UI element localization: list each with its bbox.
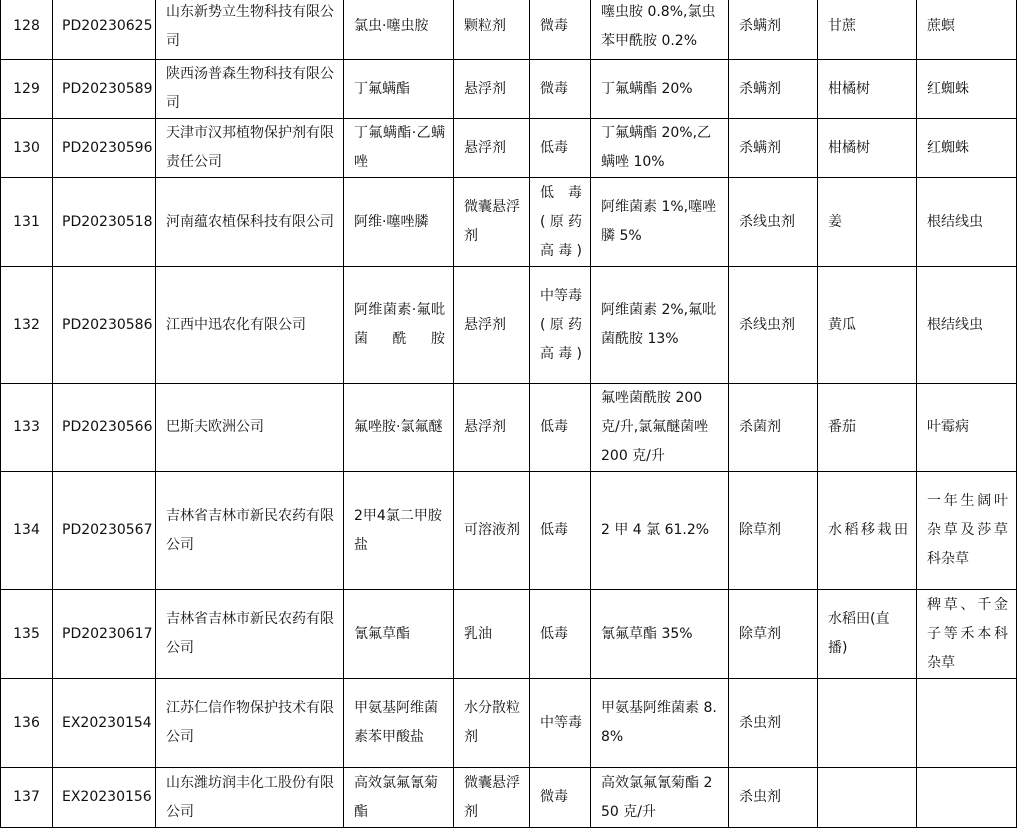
registration-number: EX20230156 <box>53 768 156 828</box>
product-name: 丁氟螨酯·乙螨唑 <box>344 119 454 178</box>
crop: 柑橘树 <box>818 119 917 178</box>
pesticide-type: 杀线虫剂 <box>729 178 818 267</box>
active-ingredient-content: 2 甲 4 氯 61.2% <box>591 472 729 590</box>
toxicity: 中等毒(原药高毒) <box>530 267 591 384</box>
registration-number: PD20230567 <box>53 472 156 590</box>
formulation: 水分散粒剂 <box>454 679 530 768</box>
control-target: 稗草、千金子等禾本科杂草 <box>917 590 1017 679</box>
pesticide-type: 除草剂 <box>729 472 818 590</box>
active-ingredient-content: 高效氯氟氰菊酯 250 克/升 <box>591 768 729 828</box>
toxicity: 微毒 <box>530 768 591 828</box>
pesticide-type: 杀虫剂 <box>729 768 818 828</box>
row-number: 129 <box>1 60 53 119</box>
product-name: 阿维·噻唑膦 <box>344 178 454 267</box>
toxicity: 低毒 <box>530 119 591 178</box>
product-name: 氯虫·噻虫胺 <box>344 0 454 60</box>
formulation: 微囊悬浮剂 <box>454 768 530 828</box>
product-name: 丁氟螨酯 <box>344 60 454 119</box>
toxicity: 低毒 <box>530 384 591 472</box>
company-name: 吉林省吉林市新民农药有限公司 <box>156 472 344 590</box>
formulation: 微囊悬浮剂 <box>454 178 530 267</box>
product-name: 氟唑胺·氯氟醚 <box>344 384 454 472</box>
control-target: 红蜘蛛 <box>917 60 1017 119</box>
active-ingredient-content: 甲氨基阿维菌素 8.8% <box>591 679 729 768</box>
row-number: 135 <box>1 590 53 679</box>
formulation: 可溶液剂 <box>454 472 530 590</box>
control-target: 红蜘蛛 <box>917 119 1017 178</box>
crop <box>818 679 917 768</box>
company-name: 陕西汤普森生物科技有限公司 <box>156 60 344 119</box>
pesticide-type: 杀菌剂 <box>729 384 818 472</box>
formulation: 悬浮剂 <box>454 267 530 384</box>
registration-number: PD20230586 <box>53 267 156 384</box>
crop: 水稻移栽田 <box>818 472 917 590</box>
pesticide-type: 杀线虫剂 <box>729 267 818 384</box>
registration-number: PD20230589 <box>53 60 156 119</box>
table-row <box>1 384 1017 472</box>
registration-number: PD20230625 <box>53 0 156 60</box>
company-name: 河南蕴农植保科技有限公司 <box>156 178 344 267</box>
crop: 柑橘树 <box>818 60 917 119</box>
formulation: 颗粒剂 <box>454 0 530 60</box>
table-row <box>1 178 1017 267</box>
table-row <box>1 768 1017 828</box>
active-ingredient-content: 阿维菌素 2%,氟吡菌酰胺 13% <box>591 267 729 384</box>
control-target: 根结线虫 <box>917 267 1017 384</box>
product-name: 氰氟草酯 <box>344 590 454 679</box>
company-name: 吉林省吉林市新民农药有限公司 <box>156 590 344 679</box>
crop: 甘蔗 <box>818 0 917 60</box>
pesticide-type: 杀螨剂 <box>729 0 818 60</box>
row-number: 128 <box>1 0 53 60</box>
control-target <box>917 679 1017 768</box>
product-name: 阿维菌素·氟吡菌酰胺 <box>344 267 454 384</box>
table-row <box>1 60 1017 119</box>
company-name: 山东潍坊润丰化工股份有限公司 <box>156 768 344 828</box>
row-number: 132 <box>1 267 53 384</box>
crop: 黄瓜 <box>818 267 917 384</box>
toxicity: 低毒 <box>530 590 591 679</box>
pesticide-type: 杀虫剂 <box>729 679 818 768</box>
formulation: 悬浮剂 <box>454 384 530 472</box>
pesticide-type: 杀螨剂 <box>729 60 818 119</box>
table-row <box>1 119 1017 178</box>
crop: 水稻田(直播) <box>818 590 917 679</box>
active-ingredient-content: 噻虫胺 0.8%,氯虫苯甲酰胺 0.2% <box>591 0 729 60</box>
toxicity: 中等毒 <box>530 679 591 768</box>
pesticide-type: 除草剂 <box>729 590 818 679</box>
active-ingredient-content: 氰氟草酯 35% <box>591 590 729 679</box>
company-name: 巴斯夫欧洲公司 <box>156 384 344 472</box>
registration-number: PD20230596 <box>53 119 156 178</box>
toxicity: 微毒 <box>530 60 591 119</box>
registration-number: EX20230154 <box>53 679 156 768</box>
active-ingredient-content: 丁氟螨酯 20%,乙螨唑 10% <box>591 119 729 178</box>
company-name: 天津市汉邦植物保护剂有限责任公司 <box>156 119 344 178</box>
product-name: 甲氨基阿维菌素苯甲酸盐 <box>344 679 454 768</box>
table-row <box>1 472 1017 590</box>
registration-number: PD20230617 <box>53 590 156 679</box>
control-target <box>917 768 1017 828</box>
registration-number: PD20230518 <box>53 178 156 267</box>
company-name: 江苏仁信作物保护技术有限公司 <box>156 679 344 768</box>
registration-number: PD20230566 <box>53 384 156 472</box>
crop: 姜 <box>818 178 917 267</box>
active-ingredient-content: 氟唑菌酰胺 200 克/升,氯氟醚菌唑 200 克/升 <box>591 384 729 472</box>
product-name: 高效氯氟氰菊酯 <box>344 768 454 828</box>
company-name: 山东新势立生物科技有限公司 <box>156 0 344 60</box>
formulation: 悬浮剂 <box>454 60 530 119</box>
row-number: 137 <box>1 768 53 828</box>
row-number: 130 <box>1 119 53 178</box>
row-number: 133 <box>1 384 53 472</box>
row-number: 136 <box>1 679 53 768</box>
crop: 番茄 <box>818 384 917 472</box>
table-row <box>1 267 1017 384</box>
formulation: 悬浮剂 <box>454 119 530 178</box>
formulation: 乳油 <box>454 590 530 679</box>
control-target: 蔗螟 <box>917 0 1017 60</box>
toxicity: 低毒(原药高毒) <box>530 178 591 267</box>
crop <box>818 768 917 828</box>
table-row <box>1 590 1017 679</box>
table-row <box>1 0 1017 60</box>
row-number: 131 <box>1 178 53 267</box>
table-row <box>1 679 1017 768</box>
active-ingredient-content: 阿维菌素 1%,噻唑膦 5% <box>591 178 729 267</box>
toxicity: 微毒 <box>530 0 591 60</box>
control-target: 一年生阔叶杂草及莎草科杂草 <box>917 472 1017 590</box>
row-number: 134 <box>1 472 53 590</box>
control-target: 根结线虫 <box>917 178 1017 267</box>
control-target: 叶霉病 <box>917 384 1017 472</box>
company-name: 江西中迅农化有限公司 <box>156 267 344 384</box>
toxicity: 低毒 <box>530 472 591 590</box>
active-ingredient-content: 丁氟螨酯 20% <box>591 60 729 119</box>
pesticide-type: 杀螨剂 <box>729 119 818 178</box>
product-name: 2甲4氯二甲胺盐 <box>344 472 454 590</box>
